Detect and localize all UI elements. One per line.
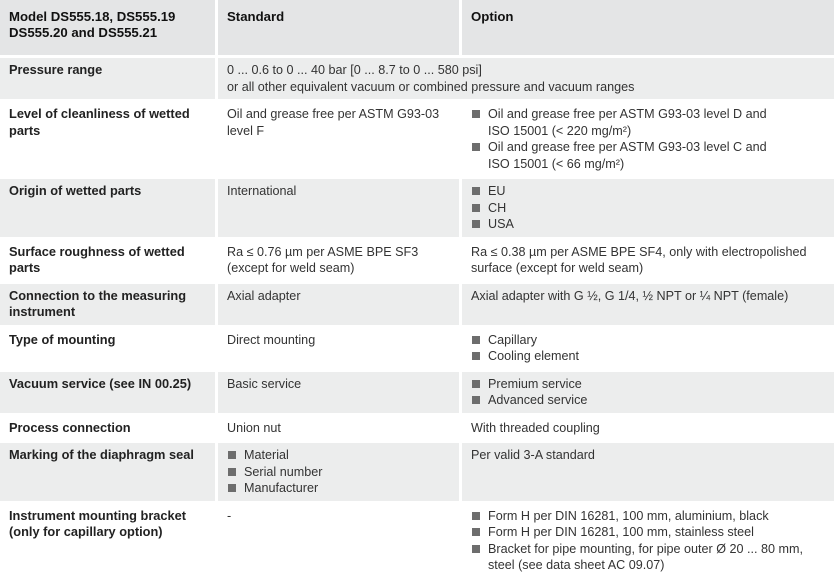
option-bullet-list xyxy=(471,332,828,365)
standard-line: International xyxy=(227,184,297,198)
header-standard xyxy=(218,0,462,58)
row-label-pressure-range xyxy=(0,58,218,102)
row-label-line: Marking of the diaphragm seal xyxy=(9,447,194,462)
row-standard-type-of-mounting xyxy=(218,328,462,372)
header-option-label: Option xyxy=(471,9,514,24)
header-model-line: Model DS555.18, DS555.19 xyxy=(9,9,176,24)
row-label-line: (only for capillary option) xyxy=(9,524,163,539)
bullet-line: Premium service xyxy=(488,376,582,391)
row-label-cleanliness xyxy=(0,102,218,179)
bullet-line: Bracket for pipe mounting, for pipe outer Ø 20 ... 80 mm, xyxy=(488,541,803,556)
row-option-surface-roughness xyxy=(462,240,834,284)
option-bullet xyxy=(471,332,828,349)
row-label-line: parts xyxy=(9,260,41,275)
row-standard-marking xyxy=(218,443,462,504)
row-option-mounting-bracket xyxy=(462,504,834,581)
row-label-origin xyxy=(0,179,218,240)
standard-line: Oil and grease free per ASTM G93-03 xyxy=(227,107,440,121)
standard-bullet xyxy=(227,464,453,481)
standard-line: Basic service xyxy=(227,376,302,391)
option-bullet xyxy=(471,392,828,409)
standard-bullet xyxy=(227,447,453,464)
option-bullet-list xyxy=(471,106,828,172)
row-option-cleanliness xyxy=(462,102,834,179)
standard-line: Axial adapter xyxy=(227,288,301,303)
bullet-line: Form H per DIN 16281, 100 mm, aluminium, black xyxy=(488,508,769,523)
row-option-process-connection xyxy=(462,416,834,444)
row-standard-cleanliness xyxy=(218,102,462,179)
row-label-line: Connection to the measuring xyxy=(9,287,187,303)
bullet-line: Oil and grease free per ASTM G93-03 level C and xyxy=(488,140,767,154)
bullet-line: Capillary xyxy=(488,332,537,347)
bullet-line: Serial number xyxy=(244,464,323,479)
row-label-surface-roughness xyxy=(0,240,218,284)
option-line: Ra ≤ 0.38 µm per ASME BPE SF4, only with electropolished xyxy=(471,244,807,259)
row-option-vacuum-service xyxy=(462,372,834,416)
row-label-marking xyxy=(0,443,218,504)
option-line: Axial adapter with G ½, G 1/4, ½ NPT or ¼ NPT (female) xyxy=(471,288,789,303)
standard-line: Ra ≤ 0.76 µm per ASME BPE SF3 xyxy=(227,244,419,259)
bullet-line: USA xyxy=(488,217,514,231)
row-standard-process-connection xyxy=(218,416,462,444)
standard-line: (except for weld seam) xyxy=(227,261,355,275)
option-bullet-list xyxy=(471,376,828,409)
option-bullet-list xyxy=(471,508,828,574)
row-label-type-of-mounting xyxy=(0,328,218,372)
bullet-line: Cooling element xyxy=(488,349,580,363)
bullet-line: ISO 15001 (< 66 mg/m²) xyxy=(488,156,625,171)
option-bullet xyxy=(471,216,828,233)
row-standard-origin xyxy=(218,179,462,240)
standard-line: Direct mounting xyxy=(227,332,316,347)
row-option-marking xyxy=(462,443,834,504)
header-option xyxy=(462,0,834,58)
row-option-type-of-mounting xyxy=(462,328,834,372)
option-bullet xyxy=(471,508,828,525)
row-standard-pressure-range xyxy=(218,58,834,102)
row-standard-connection xyxy=(218,284,462,328)
bullet-line: Material xyxy=(244,448,289,462)
bullet-line: Advanced service xyxy=(488,393,588,407)
standard-bullet-list xyxy=(227,447,453,497)
row-label-line: Process connection xyxy=(9,419,131,435)
header-model xyxy=(0,0,218,58)
option-line: surface (except for weld seam) xyxy=(471,261,644,275)
standard-line: Union nut xyxy=(227,420,281,435)
bullet-line: CH xyxy=(488,200,507,215)
bullet-line: Form H per DIN 16281, 100 mm, stainless steel xyxy=(488,525,754,539)
option-bullet xyxy=(471,106,828,139)
row-label-connection xyxy=(0,284,218,328)
standard-bullet xyxy=(227,480,453,497)
row-label-process-connection xyxy=(0,416,218,444)
standard-line: level F xyxy=(227,123,265,138)
row-label-line: Instrument mounting bracket xyxy=(9,507,187,523)
option-bullet-list xyxy=(471,183,828,233)
row-label-mounting-bracket xyxy=(0,504,218,581)
bullet-line: Oil and grease free per ASTM G93-03 level D and xyxy=(488,107,767,121)
row-standard-vacuum-service xyxy=(218,372,462,416)
bullet-line: ISO 15001 (< 220 mg/m²) xyxy=(488,123,632,138)
bullet-line: Manufacturer xyxy=(244,481,319,495)
option-bullet xyxy=(471,200,828,217)
option-bullet xyxy=(471,541,828,574)
option-bullet xyxy=(471,348,828,365)
bullet-line: steel (see data sheet AC 09.07) xyxy=(488,558,665,572)
row-label-line: Level of cleanliness of wetted xyxy=(9,106,190,121)
row-label-vacuum-service xyxy=(0,372,218,416)
row-label-line: Vacuum service (see IN 00.25) xyxy=(9,375,192,391)
row-label-line: Surface roughness of wetted xyxy=(9,243,185,259)
option-bullet xyxy=(471,376,828,393)
row-standard-mounting-bracket xyxy=(218,504,462,581)
standard-line: or all other equivalent vacuum or combined pressure and vacuum ranges xyxy=(227,79,635,94)
row-label-line: Type of mounting xyxy=(9,331,116,347)
row-label-line: Origin of wetted parts xyxy=(9,183,142,198)
row-option-origin xyxy=(462,179,834,240)
option-bullet xyxy=(471,524,828,541)
standard-line: - xyxy=(227,508,232,523)
row-label-line: instrument xyxy=(9,304,76,319)
row-label-line: parts xyxy=(9,122,41,138)
header-model-line: DS555.20 and DS555.21 xyxy=(9,25,158,40)
option-bullet xyxy=(471,139,828,172)
row-label-line: Pressure range xyxy=(9,62,103,77)
standard-line: 0 ... 0.6 to 0 ... 40 bar [0 ... 8.7 to 0 ... 580 psi] xyxy=(227,63,482,77)
option-bullet xyxy=(471,183,828,200)
header-standard-label: Standard xyxy=(227,9,285,24)
option-line: Per valid 3-A standard xyxy=(471,448,595,462)
bullet-line: EU xyxy=(488,184,506,198)
option-line: With threaded coupling xyxy=(471,420,600,435)
row-option-connection xyxy=(462,284,834,328)
row-standard-surface-roughness xyxy=(218,240,462,284)
